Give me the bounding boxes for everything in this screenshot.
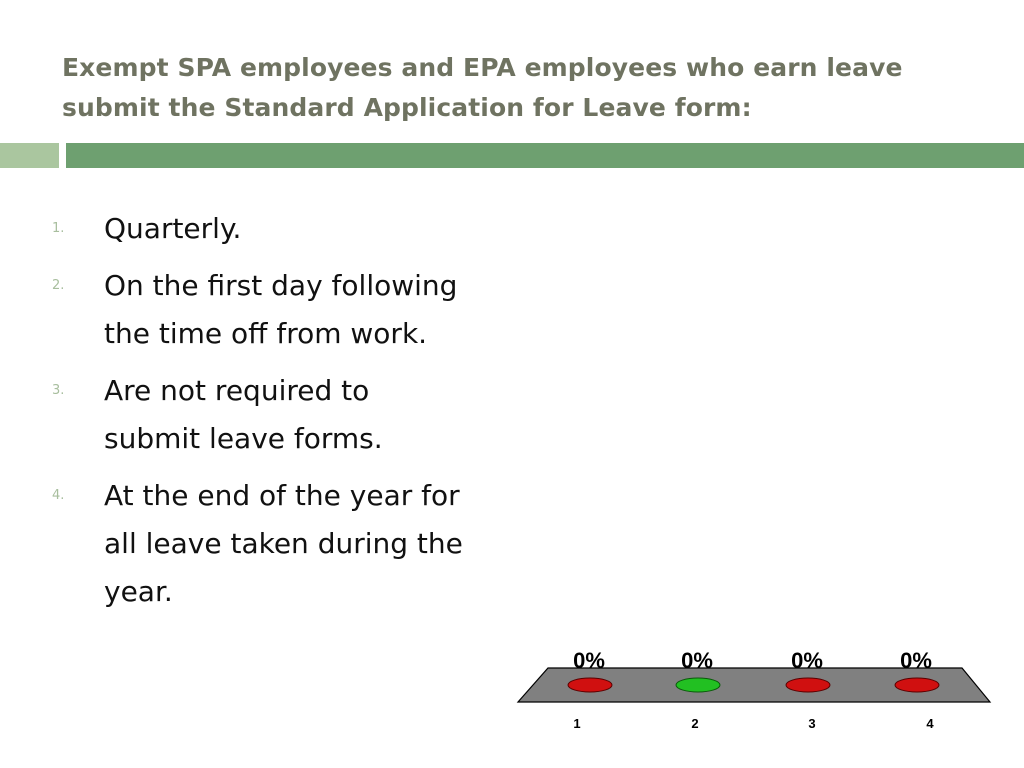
- option-number: 2.: [52, 278, 65, 293]
- poll-label-1: 1: [573, 716, 581, 731]
- answer-option: [52, 472, 472, 616]
- option-text: Are not required to submit leave forms.: [104, 374, 383, 455]
- answer-option: [52, 367, 472, 463]
- option-text: Quarterly.: [104, 212, 242, 245]
- poll-percent-3: 0%: [791, 648, 823, 673]
- option-number: 1.: [52, 221, 65, 236]
- poll-button-4[interactable]: [895, 678, 939, 692]
- poll-percent-2: 0%: [681, 648, 713, 673]
- poll-label-4: 4: [926, 716, 934, 731]
- slide-title: Exempt SPA employees and EPA employees who earn leave submit the Standard Application for Leave form:: [62, 53, 903, 122]
- poll-button-2[interactable]: [676, 678, 720, 692]
- option-text: At the end of the year for all leave taken during the year.: [104, 479, 463, 608]
- poll-button-1[interactable]: [568, 678, 612, 692]
- option-text: On the first day following the time off from work.: [104, 269, 458, 350]
- poll-percent-1: 0%: [573, 648, 605, 673]
- accent-bar-left: [0, 143, 59, 168]
- poll-label-2: 2: [691, 716, 699, 731]
- accent-bar-right: [66, 143, 1024, 168]
- poll-button-3[interactable]: [786, 678, 830, 692]
- response-poll: [515, 640, 995, 740]
- answer-options-list: [52, 205, 472, 625]
- answer-option: [52, 262, 472, 358]
- option-number: 3.: [52, 383, 65, 398]
- poll-percent-4: 0%: [900, 648, 932, 673]
- answer-option: [52, 205, 472, 253]
- option-number: 4.: [52, 488, 65, 503]
- poll-label-3: 3: [808, 716, 816, 731]
